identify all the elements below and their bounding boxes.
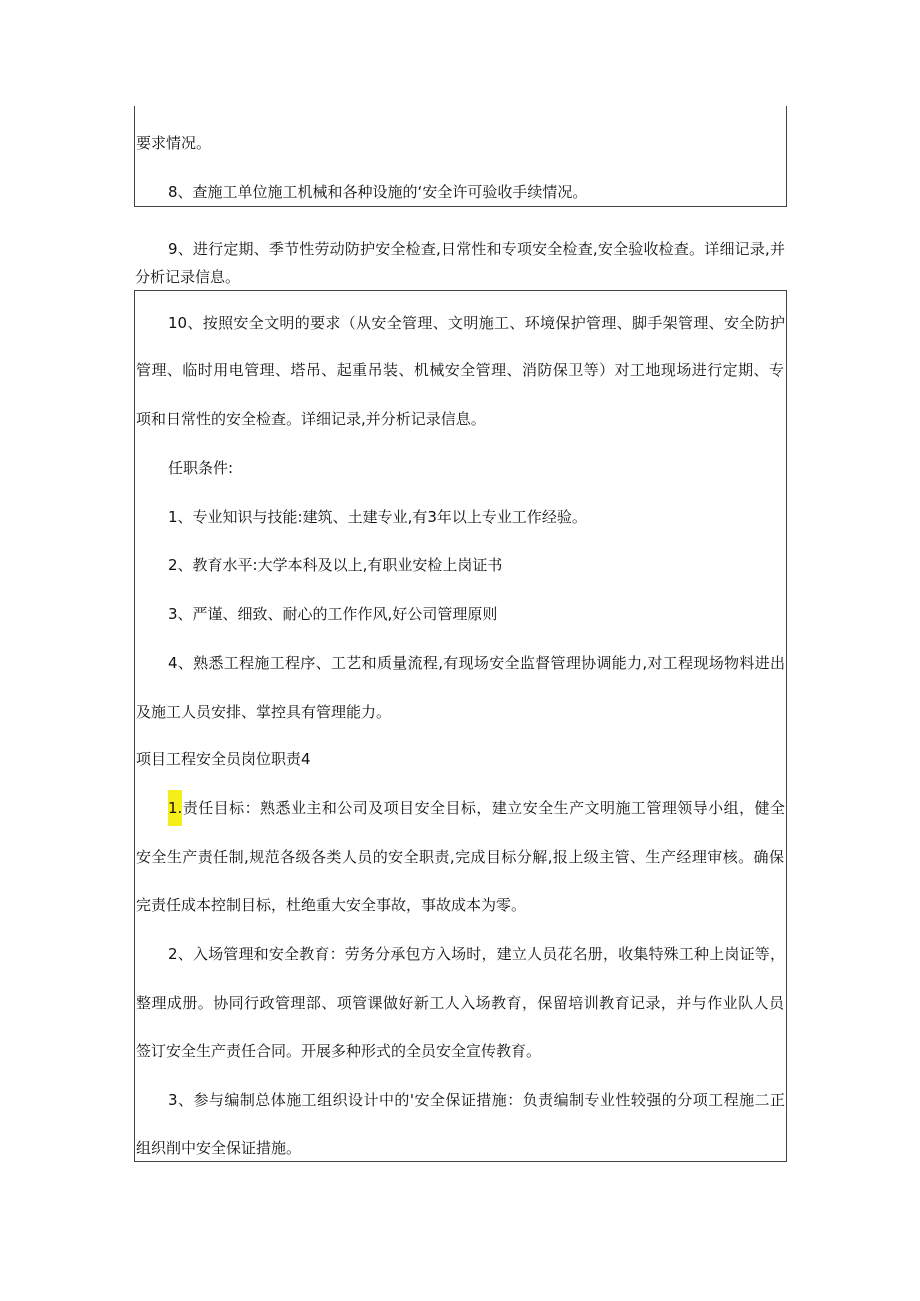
text-line: 管理、临时用电管理、塔吊、起重吊装、机械安全管理、消防保卫等）对工地现场进行定期、专 <box>136 361 784 379</box>
highlighted-number: 1. <box>168 790 182 826</box>
text-line: 项和日常性的安全检查。详细记录,并分析记录信息。 <box>136 410 486 428</box>
text-line: 2、教育水平:大学本科及以上,有职业安检上岗证书 <box>168 556 503 574</box>
text-line: 9、进行定期、季节性劳动防护安全检查,日常性和专项安全检查,安全验收检查。详细记录,并 <box>168 240 785 258</box>
text-line: 1、专业知识与技能:建筑、土建专业,有3年以上专业工作经验。 <box>168 508 587 526</box>
text-line: 安全生产责任制,规范各级各类人员的安全职责,完成目标分解,报上级主管、生产经理审核。确保 <box>136 848 784 866</box>
text-line: 3、严谨、细致、耐心的工作作风,好公司管理原则 <box>168 605 498 623</box>
text-line: 分析记录信息。 <box>135 268 241 286</box>
text-line: 4、熟悉工程施工程序、工艺和质量流程,有现场安全监督管理协调能力,对工程现场物料进出 <box>168 654 785 672</box>
text-line: 10、按照安全文明的要求（从安全管理、文明施工、环境保护管理、脚手架管理、安全防护 <box>168 314 785 332</box>
section-title: 项目工程安全员岗位职责4 <box>136 750 311 768</box>
text-line: 任职条件: <box>168 459 234 477</box>
text-line: 签订安全生产责任合同。开展多种形式的全员安全宣传教育。 <box>136 1042 542 1060</box>
text-line: 3、参与编制总体施工组织设计中的'安全保证措施：负责编制专业性较强的分项工程施二正 <box>168 1091 785 1109</box>
text-line: 8、查施工单位施工机械和各种设施的‘安全许可验收手续情况。 <box>168 183 588 201</box>
text-segment: 责任目标：熟悉业主和公司及项目安全目标，建立安全生产文明施工管理领导小组，健全 <box>182 799 785 817</box>
text-line: 整理成册。协同行政管理部、项管课做好新工人入场教育，保留培训教育记录，并与作业队人员 <box>136 994 784 1012</box>
text-line: 及施工人员安排、掌控具有管理能力。 <box>136 703 392 721</box>
text-line: 要求情况。 <box>136 134 212 152</box>
text-line: 完责任成本控制目标，杜绝重大安全事故，事故成本为零。 <box>136 896 527 914</box>
text-line: 组织削中安全保证措施。 <box>136 1139 302 1157</box>
text-line <box>168 798 785 818</box>
text-line: 2、入场管理和安全教育：劳务分承包方入场时，建立人员花名册，收集特殊工种上岗证等， <box>168 945 785 963</box>
